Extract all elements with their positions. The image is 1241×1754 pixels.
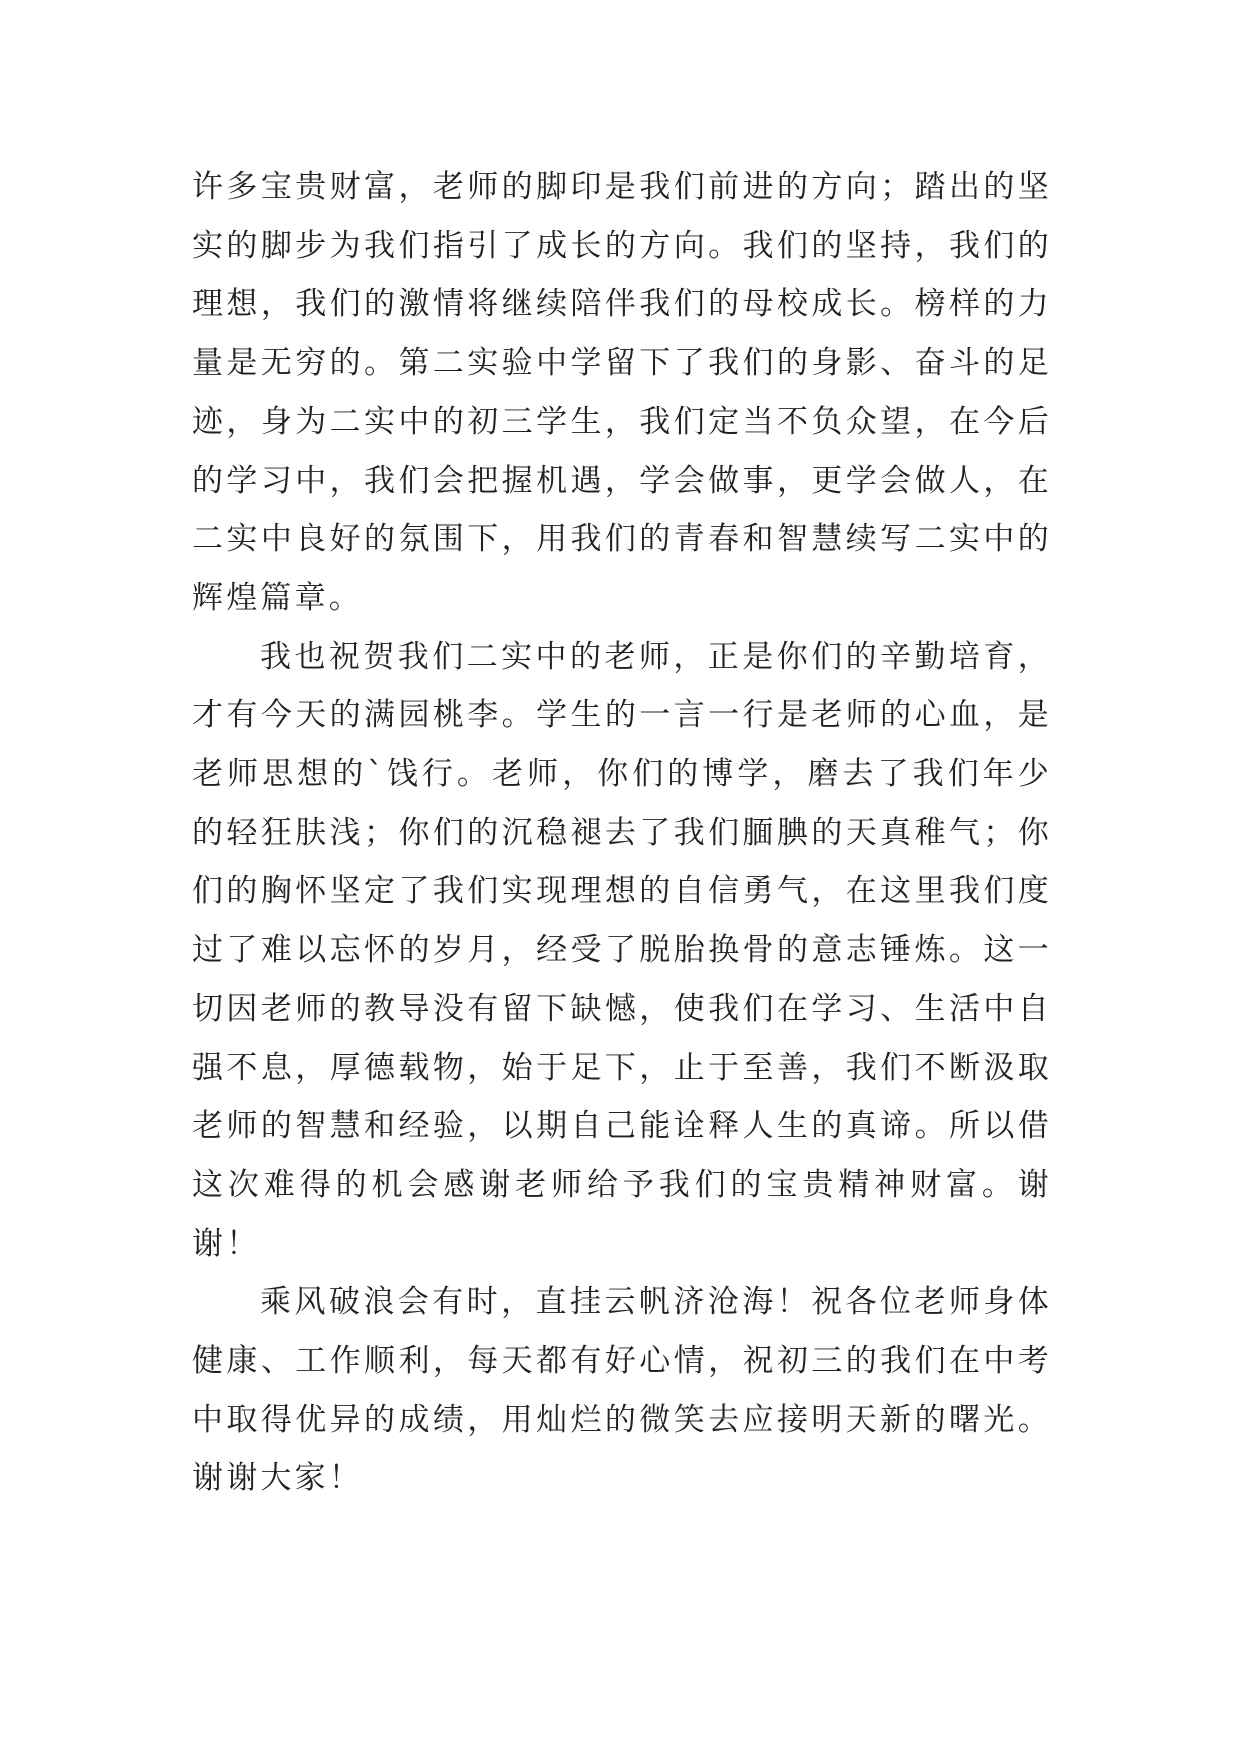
- paragraph-closing-wishes: 乘风破浪会有时，直挂云帆济沧海！祝各位老师身体健康、工作顺利，每天都有好心情，祝初三的我们在中考中取得优异的成绩，用灿烂的微笑去应接明天新的曙光。谢谢大家！: [192, 1284, 1052, 1497]
- document-body: [192, 158, 1052, 1508]
- paragraph-continuation: 许多宝贵财富，老师的脚印是我们前进的方向；踏出的坚实的脚步为我们指引了成长的方向。我们的坚持，我们的理想，我们的激情将继续陪伴我们的母校成长。榜样的力量是无穷的。第二实验中学留下了我们的身影、奋斗的足迹，身为二实中的初三学生，我们定当不负众望，在今后的学习中，我们会把握机遇，学会做事，更学会做人，在二实中良好的氛围下，用我们的青春和智慧续写二实中的辉煌篇章。: [192, 169, 1052, 616]
- paragraph-teacher-thanks: 我也祝贺我们二实中的老师，正是你们的辛勤培育，才有今天的满园桃李。学生的一言一行是老师的心血，是老师思想的`饯行。老师，你们的博学，磨去了我们年少的轻狂肤浅；你们的沉稳褪去了我们腼腆的天真稚气；你们的胸怀坚定了我们实现理想的自信勇气，在这里我们度过了难以忘怀的岁月，经受了脱胎换骨的意志锤炼。这一切因老师的教导没有留下缺憾，使我们在学习、生活中自强不息，厚德载物，始于足下，止于至善，我们不断汲取老师的智慧和经验，以期自己能诠释人生的真谛。所以借这次难得的机会感谢老师给予我们的宝贵精神财富。谢谢！: [192, 638, 1052, 1262]
